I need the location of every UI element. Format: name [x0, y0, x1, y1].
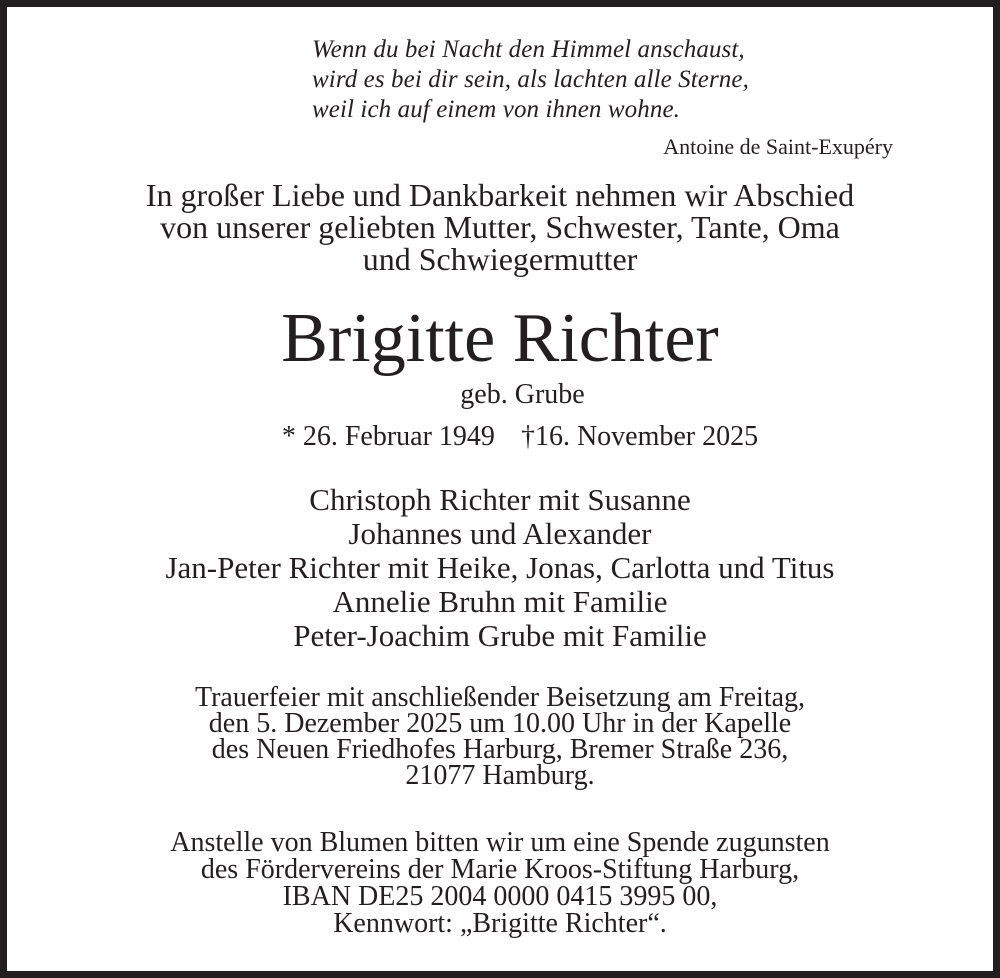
deceased-name: Brigitte Richter [281, 300, 719, 377]
quote-line: Wenn du bei Nacht den Himmel anschaust, [312, 36, 745, 63]
intro-text [7, 179, 993, 275]
ceremony-line: den 5. Dezember 2025 um 10.00 Uhr in der Kapelle [208, 708, 792, 739]
donation-line: Anstelle von Blumen bitten wir um eine Spende zugunsten [170, 827, 830, 858]
donation-keyword: Kennwort: „Brigitte Richter“. [333, 908, 667, 939]
quote-line: weil ich auf einem von ihnen wohne. [312, 96, 681, 123]
mourner: Annelie Bruhn mit Familie [332, 584, 668, 619]
iban: IBAN DE25 2004 0000 0415 3995 00, [282, 881, 718, 912]
cross-icon: † [520, 421, 535, 452]
life-dates [47, 421, 993, 453]
intro-line: und Schwiegermutter [362, 241, 638, 277]
mourner: Jan-Peter Richter mit Heike, Jonas, Carlotta und Titus [165, 550, 835, 585]
ceremony-line: Trauerfeier mit anschließender Beisetzung am Freitag, [194, 682, 806, 713]
maiden-name: geb. Grube [460, 379, 585, 410]
quote [312, 35, 749, 125]
quote-line: wird es bei dir sein, als lachten alle Sterne, [312, 66, 749, 93]
mourners-list [7, 483, 993, 653]
birth-date: 26. Februar 1949 [302, 421, 495, 452]
mourner: Johannes und Alexander [348, 516, 652, 551]
donation-line: des Fördervereins der Marie Kroos-Stiftung Harburg, [200, 854, 800, 885]
quote-author: Antoine de Saint-Exupéry [663, 134, 893, 159]
ceremony-line: des Neuen Friedhofes Harburg, Bremer Straße 236, [211, 734, 789, 765]
ceremony-info [7, 682, 993, 791]
ceremony-line: 21077 Hamburg. [405, 760, 595, 791]
birth-symbol-icon: * [281, 421, 296, 452]
mourner: Peter-Joachim Grube mit Familie [293, 618, 707, 653]
mourner: Christoph Richter mit Susanne [309, 482, 691, 517]
intro-line: von unserer geliebten Mutter, Schwester, Tante, Oma [160, 209, 840, 245]
donation-info [7, 829, 993, 937]
death-date: 16. November 2025 [534, 421, 759, 452]
intro-line: In großer Liebe und Dankbarkeit nehmen wir Abschied [145, 177, 855, 213]
